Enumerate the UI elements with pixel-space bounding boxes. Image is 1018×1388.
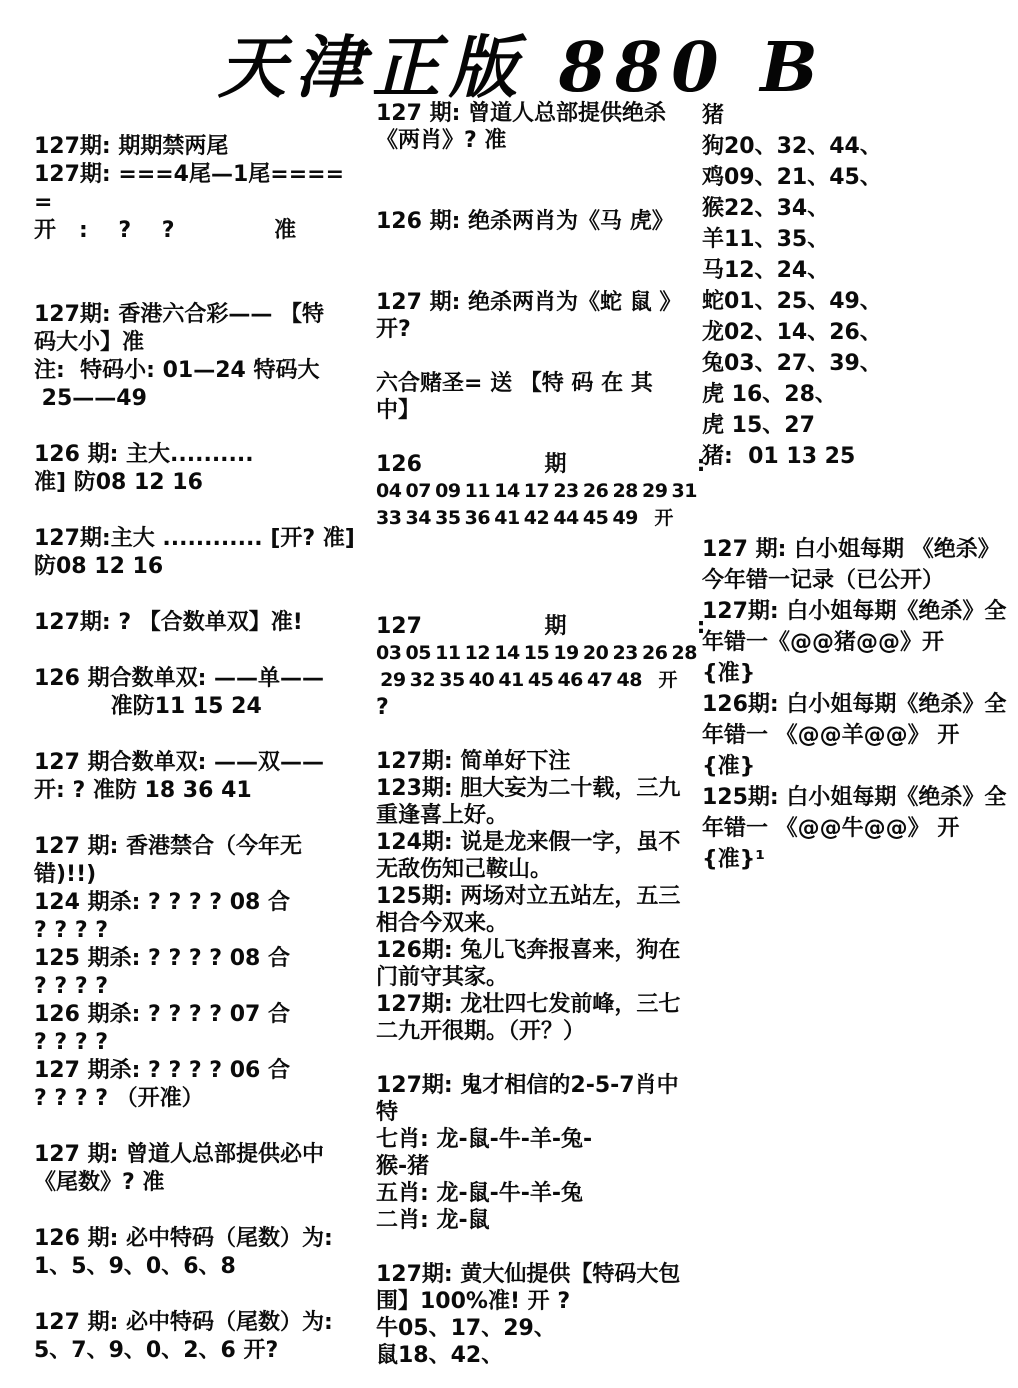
- text-line: 125 期杀: ? ? ? ? 08 合: [34, 946, 290, 971]
- text-line: 25——49: [34, 386, 147, 411]
- text-line: 127期: 白小姐每期《绝杀》全: [702, 599, 1007, 624]
- left-column: [34, 133, 372, 1365]
- text-line: [376, 721, 706, 748]
- text-line: 127期: 鬼才相信的2-5-7肖中: [376, 1073, 679, 1098]
- text-line: 牛05、17、29、: [376, 1316, 556, 1341]
- text-line: 门前守其家。: [376, 965, 509, 990]
- text-line: [376, 235, 706, 262]
- text-line: 125期: 白小姐每期《绝杀》全: [702, 785, 1007, 810]
- text-line: 今年错一记录（已公开）: [702, 568, 945, 593]
- text-line: [34, 637, 372, 665]
- text-line: {准}: [702, 754, 756, 779]
- text-line: 127期:主大 ............ [开? 准]: [34, 526, 355, 551]
- text-line: [376, 424, 706, 451]
- text-line: {准}: [702, 661, 756, 686]
- text-line: [34, 1281, 372, 1309]
- text-line: 127 期: 必中特码（尾数）为:: [34, 1310, 333, 1335]
- text-line: [34, 273, 372, 301]
- text-line: 猴-猪: [376, 1154, 430, 1179]
- text-line: 124期: 说是龙来假一字，虽不: [376, 830, 681, 855]
- text-line: 126 期: 必中特码（尾数）为:: [34, 1226, 333, 1251]
- text-line: 127 期: 曾道人总部提供绝杀: [376, 101, 667, 126]
- text-line: 羊11、35、: [702, 227, 830, 252]
- text-line: [34, 805, 372, 833]
- text-line: 鸡09、21、45、: [702, 165, 882, 190]
- text-line: 开 : ? ? 准: [34, 218, 297, 243]
- text-line: 126 期: 主大..........: [34, 442, 254, 467]
- text-line: [34, 1113, 372, 1141]
- text-line: 二肖: 龙-鼠: [376, 1208, 490, 1233]
- text-line: [702, 472, 1016, 503]
- text-line: [376, 262, 706, 289]
- text-line: ? ? ? ?: [34, 974, 109, 999]
- text-line: [376, 1045, 706, 1072]
- text-line: 127 期 :: [376, 614, 706, 639]
- text-line: 猪: [702, 103, 725, 128]
- text-line: 兔03、27、39、: [702, 351, 882, 376]
- text-line: 虎 16、28、: [702, 382, 837, 407]
- text-line: 123期: 胆大妄为二十载，三九: [376, 776, 681, 801]
- text-line: [34, 1197, 372, 1225]
- text-line: 相合今双来。: [376, 911, 509, 936]
- text-line: 127期: 黄大仙提供【特码大包: [376, 1262, 681, 1287]
- text-line: 1、5、9、0、6、8: [34, 1254, 236, 1279]
- text-line: 围】100%准! 开 ?: [376, 1289, 571, 1314]
- text-line: 127 期杀: ? ? ? ? 06 合: [34, 1058, 290, 1083]
- text-line: 六合赌圣= 送 【特 码 在 其: [376, 371, 653, 396]
- text-line: 124 期杀: ? ? ? ? 08 合: [34, 890, 290, 915]
- text-line: 蛇01、25、49、: [702, 289, 882, 314]
- text-line: 127 期合数单双: ——双——: [34, 750, 325, 775]
- text-line: ? ? ? ?: [34, 918, 109, 943]
- text-line: 码大小】准: [34, 330, 145, 355]
- text-line: 开?: [376, 317, 411, 342]
- text-line: 03 05 11 12 14 15 19 20 23 26 28: [376, 642, 697, 664]
- text-line: [376, 181, 706, 208]
- text-line: [34, 721, 372, 749]
- text-line: 127期: 期期禁两尾: [34, 134, 229, 159]
- text-line: 无敌伤知己鞍山。: [376, 857, 553, 882]
- text-line: 错)!!): [34, 862, 97, 887]
- text-line: 126 期杀: ? ? ? ? 07 合: [34, 1002, 290, 1027]
- text-line: 127 期: 绝杀两肖为《蛇 鼠 》: [376, 290, 682, 315]
- text-line: 127 期: 曾道人总部提供必中: [34, 1142, 325, 1167]
- text-line: 127期: ? 【合数单双】准!: [34, 610, 303, 635]
- text-line: 开: ? 准防 18 36 41: [34, 778, 252, 803]
- text-line: 年错一 《@@牛@@》 开: [702, 816, 960, 841]
- text-line: [34, 413, 372, 441]
- text-line: 127期: 龙壮四七发前峰，三七: [376, 992, 681, 1017]
- text-line: 127期: ===4尾—1尾====: [34, 162, 345, 187]
- middle-column: [376, 100, 706, 1369]
- text-line: 126期: 白小姐每期《绝杀》全: [702, 692, 1007, 717]
- text-line: [702, 503, 1016, 534]
- text-line: 防08 12 16: [34, 554, 164, 579]
- text-line: 126 期: 绝杀两肖为《马 虎》: [376, 209, 674, 234]
- text-line: 127 期: 香港禁合（今年无: [34, 834, 303, 859]
- text-line: 龙02、14、26、: [702, 320, 882, 345]
- text-line: ? ? ? ? （开准）: [34, 1086, 204, 1111]
- page-title: 天津正版 880 B: [218, 28, 827, 108]
- text-line: [34, 581, 372, 609]
- text-line: ? ? ? ?: [34, 1030, 109, 1055]
- text-line: 重逢喜上好。: [376, 803, 509, 828]
- text-line: 年错一《@@猪@@》开: [702, 630, 945, 655]
- text-line: 04 07 09 11 14 17 23 26 28 29 31: [376, 480, 697, 502]
- text-line: 猪: 01 13 25: [702, 444, 856, 469]
- text-line: 中】: [376, 398, 421, 423]
- text-line: 鼠18、42、: [376, 1343, 504, 1368]
- text-line: [376, 154, 706, 181]
- text-line: 注: 特码小: 01—24 特码大: [34, 358, 320, 383]
- text-line: 二九开很期。（开？）: [376, 1019, 586, 1044]
- text-line: 年错一 《@@羊@@》 开: [702, 723, 960, 748]
- text-line: 33 34 35 36 41 42 44 45 49 开: [376, 507, 673, 529]
- text-line: 127 期: 白小姐每期 《绝杀》: [702, 537, 1000, 562]
- text-line: 马12、24、: [702, 258, 830, 283]
- text-line: 准] 防08 12 16: [34, 470, 203, 495]
- text-line: ?: [376, 695, 389, 720]
- text-line: 特: [376, 1100, 399, 1125]
- right-column: [702, 100, 1016, 875]
- text-line: [376, 586, 706, 613]
- text-line: 29 32 35 40 41 45 46 47 48 开: [376, 669, 677, 691]
- text-line: 猴22、34、: [702, 196, 830, 221]
- text-line: 127期: 简单好下注: [376, 749, 571, 774]
- text-line: [376, 559, 706, 586]
- text-line: 126 期合数单双: ——单——: [34, 666, 325, 691]
- text-line: 五肖: 龙-鼠-牛-羊-兔: [376, 1181, 583, 1206]
- text-line: 5、7、9、0、2、6 开?: [34, 1338, 279, 1363]
- text-line: 126期: 兔儿飞奔报喜来，狗在: [376, 938, 681, 963]
- text-line: [34, 497, 372, 525]
- text-line: 126 期 :: [376, 452, 706, 477]
- text-line: 七肖: 龙-鼠-牛-羊-兔-: [376, 1127, 593, 1152]
- text-line: [376, 532, 706, 559]
- text-line: {准}¹: [702, 847, 765, 872]
- text-line: 125期: 两场对立五站左，五三: [376, 884, 681, 909]
- text-line: 《两肖》? 准: [376, 128, 507, 153]
- text-line: 虎 15、27: [702, 413, 815, 438]
- text-line: [34, 245, 372, 273]
- text-line: 《尾数》? 准: [34, 1170, 165, 1195]
- text-line: [376, 343, 706, 370]
- text-line: [376, 1234, 706, 1261]
- text-line: =: [34, 190, 53, 215]
- text-line: 狗20、32、44、: [702, 134, 882, 159]
- text-line: 127期: 香港六合彩—— 【特: [34, 302, 325, 327]
- text-line: 准防11 15 24: [34, 694, 262, 719]
